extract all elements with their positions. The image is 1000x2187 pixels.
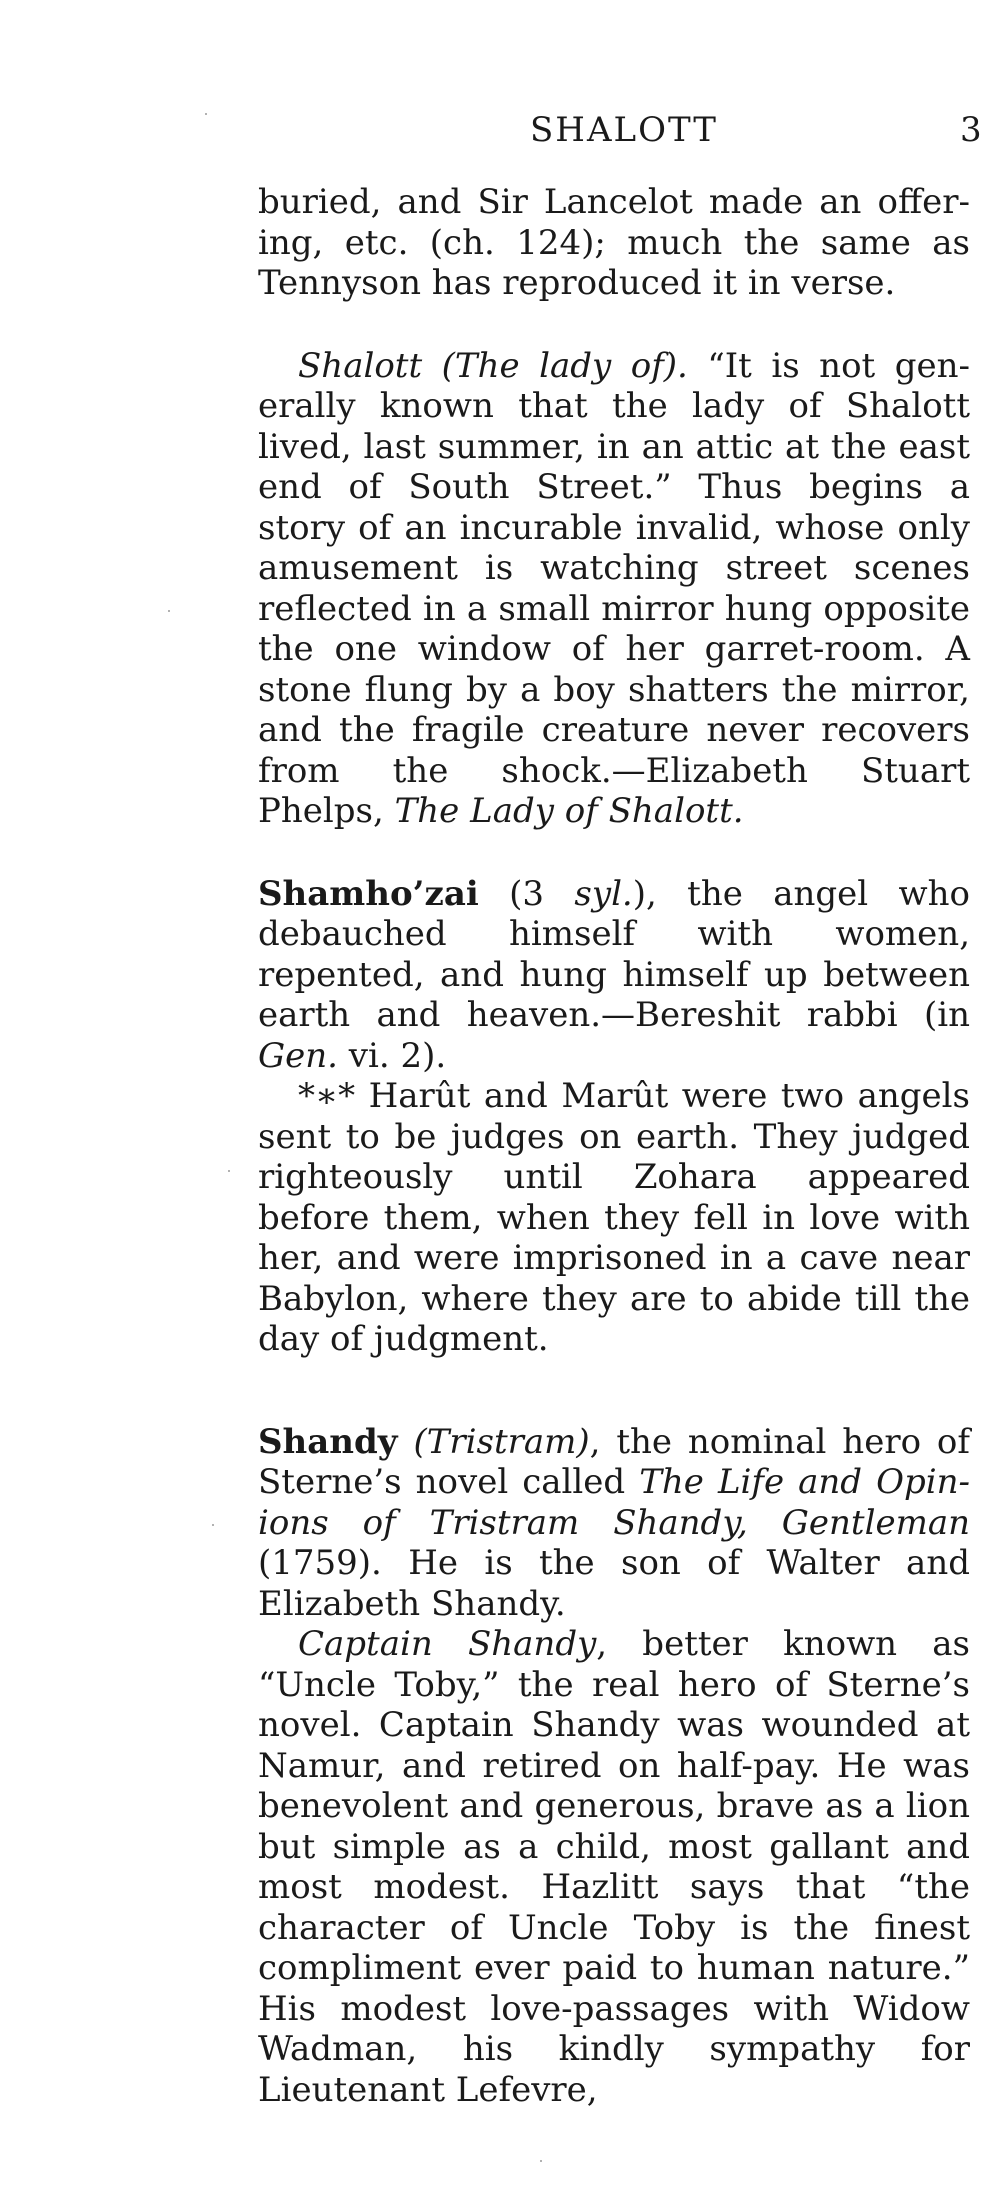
paper-speck [168, 610, 170, 612]
text-column [258, 182, 970, 2110]
paper-speck [205, 113, 207, 115]
continued-text: buried, and Sir Lancelot made an offering, etc. (ch. 124); much the same as Tennyson has reproduced it in verse. [258, 182, 970, 303]
entry-text: (3 [478, 873, 575, 914]
entry-text: , the nominal hero of Sterne’s novel called [258, 1421, 970, 1502]
entry-subterm: Captain Shandy [298, 1624, 597, 1664]
continued-paragraph [258, 182, 970, 304]
running-title: SHALOTT [530, 110, 718, 150]
entry-paren: (Tristram) [397, 1421, 590, 1462]
entry-shamhozai [258, 874, 970, 1077]
paper-speck [228, 1170, 230, 1172]
entry-captain-shandy [258, 1624, 970, 2110]
paper-speck [540, 2160, 542, 2162]
entry-headword: Shandy [258, 1421, 398, 1462]
note-text: *∗* Harût and Marût were two angels sent to be judges on earth. They judged righteously until Zohara appeared before them, when they fell in love with her, and were imprisoned in a cave near Babylon, where they are to abide till the day of judgment. [258, 1076, 970, 1359]
entry-text: “It is not generally known that the lady of Shalott lived, last summer, in an attic at the east end of South Street.” Thus begins a story of an incurable invalid, whose only amusement is watching street scenes reflected in a small mirror hung opposite the one window of her garret-room. A stone flung by a boy shatters the mirror, and the fragile creature never recovers from the shock.—Elizabeth Stuart Phelps, [258, 345, 970, 831]
entry-text: ), the angel who debauched himself with women, repented, and hung himself up between earth and heaven.—Bereshit rabbi (in [258, 873, 970, 1035]
entry-shandy [258, 1422, 970, 1625]
entry-headword: Shamho’zai [258, 873, 479, 914]
paper-speck [212, 1524, 214, 1526]
entry-text: (1759). He is the son of Walter and Elizabeth Shandy. [258, 1543, 970, 1624]
entry-text: , better known as “Uncle Toby,” the real hero of Sterne’s novel. Captain Shandy was wounded at Namur, and retired on half-pay. He was benevolent and generous, brave as a lion but simple as a child, most gallant and most modest. Hazlitt says that “the character of Uncle Toby is the finest compliment ever paid to human nature.” His modest love-passages with Widow Wadman, his kindly sympathy for Lieutenant Lefevre, [258, 1624, 970, 2110]
entry-title: The Life and Opinions of Tristram Shandy, Gentleman [258, 1462, 971, 1543]
entry-syllables: syl. [574, 873, 633, 914]
entry-term: Shalott (The lady of). [298, 345, 688, 386]
entry-reference: Gen. [258, 1035, 338, 1076]
entry-text: vi. 2). [338, 1035, 447, 1076]
running-head [0, 110, 1000, 150]
note-harut-marut [258, 1076, 970, 1360]
entry-source: The Lady of Shalott. [394, 791, 744, 831]
entry-shalott [258, 346, 970, 832]
page-number: 3 [960, 110, 982, 150]
